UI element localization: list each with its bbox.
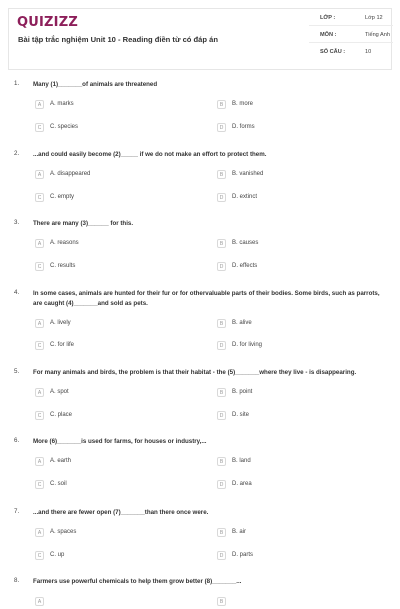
option-letter-box: D (217, 480, 226, 489)
option-letter-box: B (217, 170, 226, 179)
question-text: Many (1)_______of animals are threatened (33, 81, 158, 88)
option-text: B. air (232, 529, 247, 535)
option-letter-box: C (35, 341, 44, 350)
meta-label: MÔN : (320, 32, 337, 38)
option-letter-box: B (217, 457, 226, 466)
option-letter-box: A (35, 170, 44, 179)
option-text: A. earth (50, 458, 72, 464)
option-letter-box: B (217, 239, 226, 248)
option-text: B. vanished (232, 171, 264, 177)
meta-row-class (309, 9, 393, 26)
option-text: D. for living (232, 342, 263, 348)
option-text: A. marks (50, 101, 74, 107)
option-letter-box: B (217, 319, 226, 328)
metadata-table (309, 9, 393, 59)
option-text: A. disappeared (50, 171, 91, 177)
option-letter-box: C (35, 480, 44, 489)
option-text: B. causes (232, 240, 259, 246)
option-letter-box: A (35, 239, 44, 248)
option-text: C. place (50, 412, 73, 418)
question-text: ...and there are fewer open (7)_______than there once were. (33, 509, 209, 516)
question-text: ...and could easily become (2)_____ if we do not make an effort to protect them. (33, 151, 267, 158)
option-letter-box: D (217, 262, 226, 271)
option-letter-box: A (35, 597, 44, 606)
option-letter-box: D (217, 341, 226, 350)
option-letter-box: A (35, 100, 44, 109)
option-letter-box: D (217, 193, 226, 202)
option-letter-box: C (35, 123, 44, 132)
option-text: B. land (232, 458, 251, 464)
meta-label: SỐ CÂU : (320, 49, 346, 55)
document-header (8, 8, 392, 70)
option-text: A. spot (50, 389, 69, 395)
option-letter-box: A (35, 457, 44, 466)
question-number: 4. (14, 289, 20, 296)
option-text: B. alive (232, 320, 252, 326)
meta-label: LỚP : (320, 15, 336, 21)
question-number: 1. (14, 80, 20, 87)
option-letter-box: A (35, 528, 44, 537)
quizizz-logo[interactable]: QUIZIZZ (17, 15, 78, 30)
meta-row-question-count (309, 43, 393, 59)
question-text: There are many (3)______ for this. (33, 220, 134, 227)
option-letter-box: A (35, 388, 44, 397)
option-text: A. spaces (50, 529, 77, 535)
option-text: A. lively (50, 320, 71, 326)
option-text: C. soil (50, 481, 67, 487)
question-text: In some cases, animals are hunted for their fur or for othervaluable parts of their bodies. Some birds, such as parrots, are caught (4)_______and sold as pets. (33, 290, 380, 307)
option-letter-box: C (35, 193, 44, 202)
option-text: C. species (50, 124, 79, 130)
meta-value: Lớp 12 (365, 15, 383, 21)
question-text: More (6)_______is used for farms, for houses or industry,... (33, 438, 207, 445)
option-letter-box: A (35, 319, 44, 328)
question-number: 5. (14, 368, 20, 375)
option-text: C. for life (50, 342, 75, 348)
question-number: 8. (14, 577, 20, 584)
option-letter-box: C (35, 551, 44, 560)
question-text: For many animals and birds, the problem is that their habitat - the (5)_______where they live - is disappearing. (33, 369, 357, 376)
option-text: D. extinct (232, 194, 258, 200)
option-text: D. site (232, 412, 250, 418)
option-text: B. point (232, 389, 253, 395)
option-letter-box: D (217, 551, 226, 560)
meta-row-subject (309, 26, 393, 43)
option-text: C. up (50, 552, 65, 558)
option-text: A. reasons (50, 240, 79, 246)
option-text: D. forms (232, 124, 255, 130)
question-text: Farmers use powerful chemicals to help them grow better (8)_______... (33, 578, 242, 585)
question-number: 2. (14, 150, 20, 157)
question-number: 6. (14, 437, 20, 444)
option-letter-box: B (217, 388, 226, 397)
option-text: D. effects (232, 263, 258, 269)
meta-value: 10 (365, 49, 372, 55)
option-text: C. empty (50, 194, 75, 200)
question-number: 3. (14, 219, 20, 226)
option-text: B. more (232, 101, 254, 107)
option-letter-box: B (217, 100, 226, 109)
meta-value: Tiếng Anh (365, 32, 390, 38)
option-text: C. results (50, 263, 76, 269)
option-letter-box: D (217, 411, 226, 420)
option-letter-box: C (35, 262, 44, 271)
page-title: Bài tập trắc nghiệm Unit 10 - Reading điền từ có đáp án (18, 35, 219, 44)
option-letter-box: B (217, 597, 226, 606)
option-text: D. area (232, 481, 252, 487)
option-text: D. parts (232, 552, 254, 558)
option-letter-box: C (35, 411, 44, 420)
question-number: 7. (14, 508, 20, 515)
option-letter-box: D (217, 123, 226, 132)
option-letter-box: B (217, 528, 226, 537)
